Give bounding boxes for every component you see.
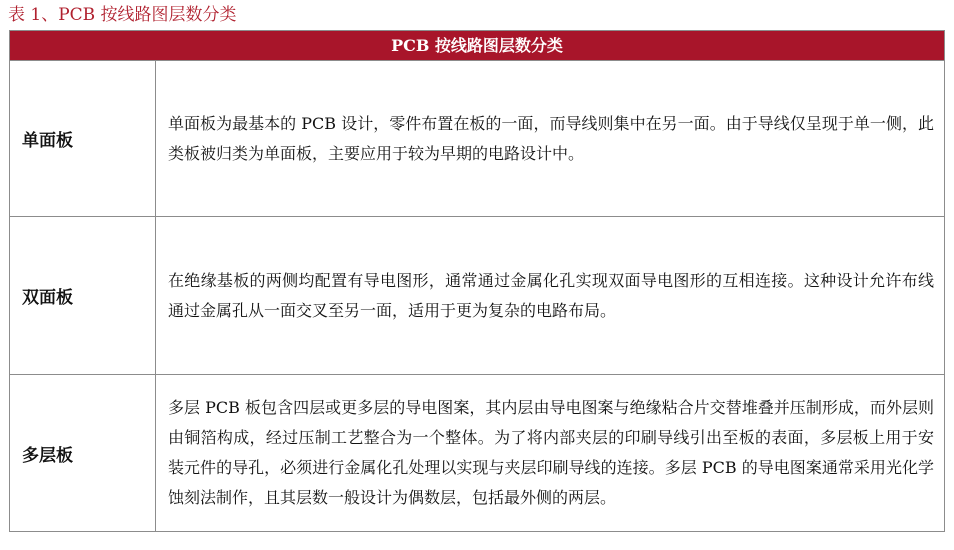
table-row-multi-layer: [10, 374, 944, 531]
description-text: 单面板为最基本的 PCB 设计，零件布置在板的一面，而导线则集中在另一面。由于导线仅呈现于单一侧，此类板被归类为单面板，主要应用于较为早期的电路设计中。: [168, 113, 934, 163]
description-text: 在绝缘基板的两侧均配置有导电图形，通常通过金属化孔实现双面导电图形的互相连接。这种设计允许布线通过金属孔从一面交叉至另一面，适用于更为复杂的电路布局。: [168, 270, 934, 320]
row-description-multi-layer: [156, 375, 944, 531]
row-description-double-layer: [156, 217, 944, 374]
row-label-multi-layer: 多层板: [10, 375, 156, 531]
description-text: 多层 PCB 板包含四层或更多层的导电图案，其内层由导电图案与绝缘粘合片交替堆叠并压制形成，而外层则由铜箔构成，经过压制工艺整合为一个整体。为了将内部夹层的印刷导线引出至板的表面，多层板上用于安装元件的导孔，必须进行金属化孔处理以实现与夹层印刷导线的连接。多层 PCB 的导电图案通常采用光化学蚀刻法制作，且其层数一般设计为偶数层，包括最外侧的两层。: [168, 398, 934, 507]
row-label-single-layer: 单面板: [10, 61, 156, 216]
table-row-single-layer: [10, 60, 944, 216]
table-header: PCB 按线路图层数分类: [10, 31, 944, 60]
table-caption: 表 1、PCB 按线路图层数分类: [8, 5, 237, 25]
row-label-double-layer: 双面板: [10, 217, 156, 374]
table-row-double-layer: [10, 216, 944, 374]
classification-table: [9, 30, 945, 532]
row-description-single-layer: [156, 61, 944, 216]
